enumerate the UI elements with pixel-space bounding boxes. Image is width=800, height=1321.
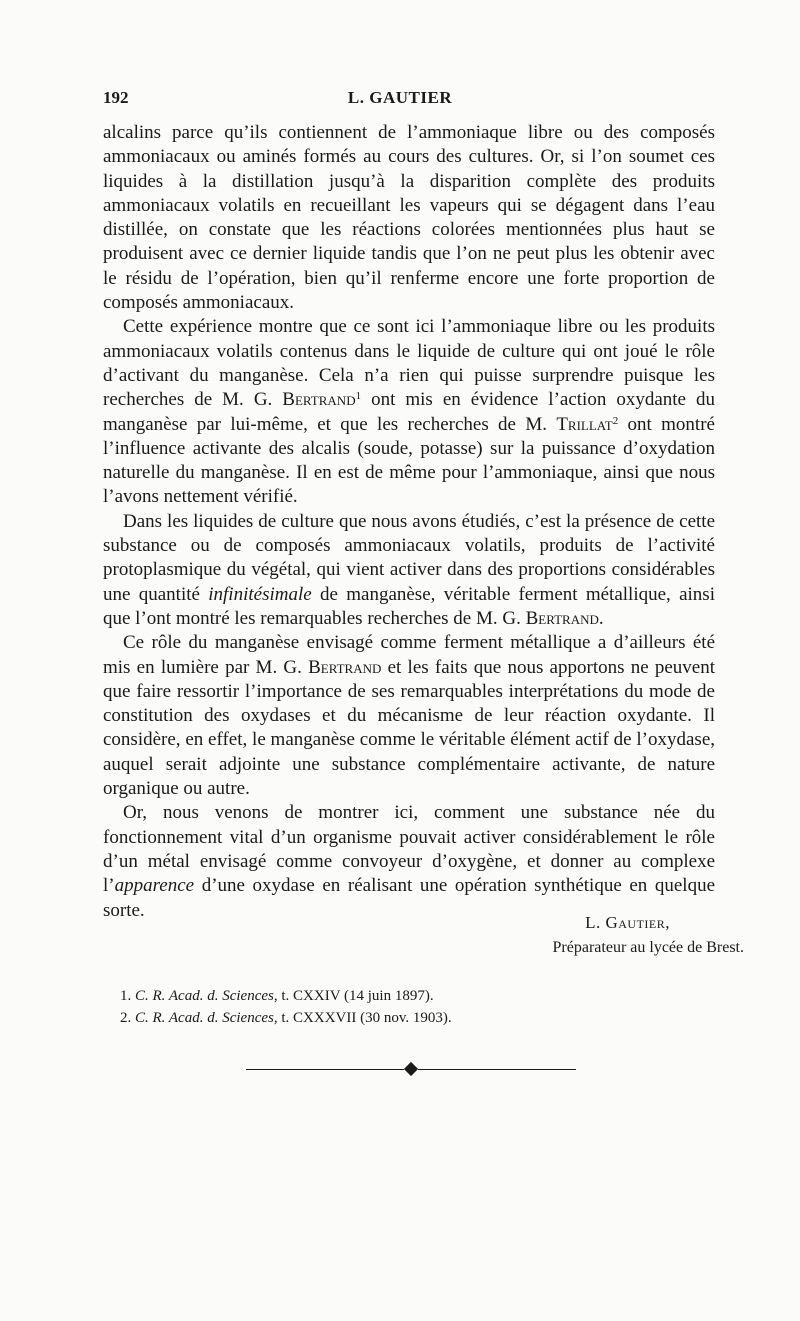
signature-comma: , [665, 913, 670, 932]
signature-initial: L. [585, 913, 606, 932]
author-name-trillat: Trillat [556, 413, 613, 435]
footnote-source: C. R. Acad. d. Sciences [135, 1010, 274, 1026]
page-header [103, 88, 697, 114]
author-name-bertrand: Bertrand [308, 656, 382, 678]
paragraph-2 [103, 315, 715, 509]
paragraph-3-text-c: . [598, 607, 604, 629]
author-affiliation: Préparateur au lycée de Brest. [552, 939, 744, 956]
paragraph-4 [103, 631, 715, 801]
divider-line-right [418, 1069, 576, 1070]
paragraph-4-text-b: et les faits que nous apportons ne peuvent que faire ressortir l’importance de ses remarquables interprétations du mode de constitution des oxydases et du mécanisme de leur réaction oxydante. Il considère, en effet, le manganèse comme le véritable élément actif de l’oxydase, auquel serait adjointe une substance complémentaire activante, de nature organique ou autre. [103, 656, 715, 800]
running-head: L. GAUTIER [347, 88, 453, 107]
signature-name: Gautier [605, 913, 666, 932]
body-text [103, 121, 715, 923]
footnote-details: , t. CXXIV (14 juin 1897). [273, 988, 434, 1004]
paragraph-1: alcalins parce qu’ils contiennent de l’ammoniaque libre ou des composés ammoniacaux ou aminés formés au cours des cultures. Or, si l’on soumet ces liquides à la distillation jusqu’à la disparition complète des produits ammoniacaux volatils en recueillant les vapeurs qui se dégagent dans l’eau distillée, on constate que les réactions colorées mentionnées plus haut se produisent avec ce dernier liquide tandis que l’on ne peut plus les obtenir avec le résidu de l’opération, bien qu’il renferme encore une forte proportion de composés ammoniacaux. [103, 122, 715, 314]
footnote-1 [120, 985, 680, 1007]
paragraph-4-text-a: Ce rôle du manganèse envisagé comme ferment métallique a d’ailleurs été mis en lumière par M. G. [103, 632, 715, 678]
footnote-ref-2: 2 [612, 414, 619, 427]
diamond-icon [404, 1062, 418, 1076]
footnote-source: C. R. Acad. d. Sciences [135, 988, 274, 1004]
paragraph-3-text-b: de manganèse, véritable ferment métallique, ainsi que l’ont montré les remarquables recherches de M. G. [103, 583, 715, 629]
footnote-ref-1: 1 [355, 390, 362, 403]
paragraph-2-text-a: Cette expérience montre que ce sont ici l’ammoniaque libre ou les produits ammoniacaux volatils contenus dans le liquide de culture qui ont joué le rôle d’activant du manganèse. Cela n’a rien qui puisse surprendre puisque les recherches de M. G. [103, 316, 715, 411]
footnote-number: 2. [120, 1010, 132, 1026]
footnote-2 [120, 1007, 680, 1029]
footnote-details: , t. CXXXVII (30 nov. 1903). [273, 1010, 452, 1026]
divider-line-left [246, 1069, 404, 1070]
end-ornament-divider [246, 1063, 576, 1077]
paragraph-5-text-a: Or, nous venons de montrer ici, comment une substance née du fonctionnement vital d’un organisme pouvait activer considérablement le rôle d’un métal envisagé comme convoyeur d’oxygène, et donner au complexe l’ [103, 802, 715, 897]
page-number: 192 [103, 88, 129, 107]
paragraph-2-text-b: ont mis en évidence l’action oxydante du manganèse par lui-même, et que les recherches de M. [103, 389, 715, 435]
paragraph-3-text-a: Dans les liquides de culture que nous avons étudiés, c’est la présence de cette substance ou de composés ammoniacaux volatils, produits de l’activité protoplasmique du végétal, qui vient activer dans des proportions considérables une quantité [103, 510, 715, 605]
emphasis-apparence: apparence [114, 875, 195, 897]
signature [585, 913, 670, 933]
author-name-bertrand: Bertrand [282, 389, 356, 411]
footnotes [120, 985, 680, 1029]
footnote-number: 1. [120, 988, 132, 1004]
paragraph-5-text-b: d’une oxydase en réalisant une opération synthétique en quelque sorte. [103, 875, 715, 921]
paragraph-2-text-c: ont montré l’influence activante des alcalis (soude, potasse) sur la puissance d’oxydation naturelle du manganèse. Il en est de même pour l’ammoniaque, ainsi que nous l’avons nettement vérifié. [103, 413, 715, 508]
author-name-bertrand: Bertrand [525, 607, 599, 629]
emphasis-infinitesimale: infinitésimale [208, 583, 312, 605]
paragraph-5 [103, 801, 715, 922]
paragraph-3 [103, 510, 715, 631]
